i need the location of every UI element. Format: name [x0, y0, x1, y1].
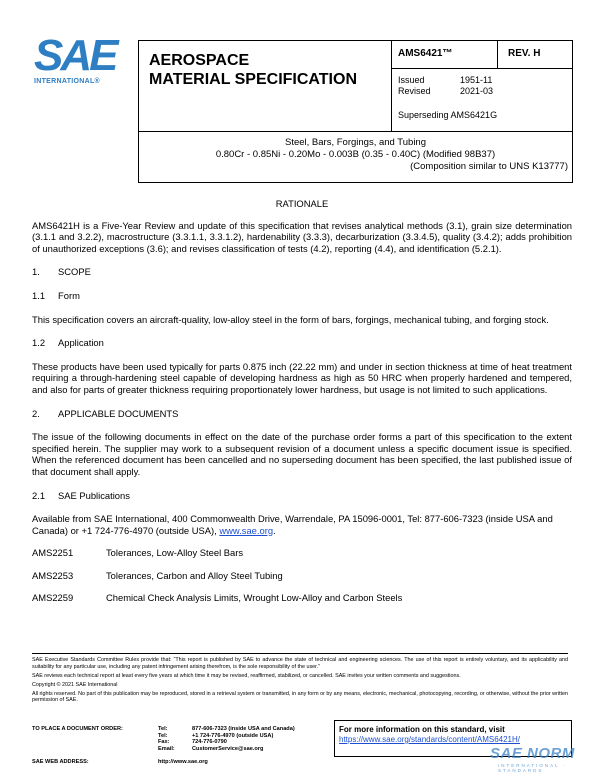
dates-box — [391, 68, 573, 132]
revision-label: REV. H — [497, 40, 573, 69]
sae-website-link[interactable]: www.sae.org — [219, 524, 274, 536]
section-scope-heading: 1. SCOPE — [32, 266, 91, 278]
reference-row: AMS2259 Chemical Check Analysis Limits, Wrought Low-Alloy and Carbon Steels — [32, 592, 403, 604]
section-form-text: This specification covers an aircraft-quality, low-alloy steel in the form of bars, forgings, mechanical tubing, and forging stock. — [32, 313, 549, 325]
spec-number: AMS6421™ — [391, 40, 498, 69]
section-sae-publications-heading: 2.1 SAE Publications — [32, 489, 130, 501]
subject-line2: 0.80Cr - 0.85Ni - 0.20Mo - 0.003B (0.35 - 0.40C) (Modified 98B37) — [215, 149, 496, 160]
order-label: TO PLACE A DOCUMENT ORDER: — [32, 726, 123, 732]
footer-review: SAE reviews each technical report at least every five years at which time it may be revised, reaffirmed, stabilized, or cancelled. SAE invites your written comments and suggestions. — [32, 672, 461, 679]
more-info-text: For more information on this standard, visit — [339, 725, 505, 734]
subject-line1: Steel, Bars, Forgings, and Tubing — [285, 137, 426, 148]
section-documents-text: The issue of the following documents in effect on the date of the purchase order forms a part of this specification to the extent specified herein. The supplier may work to a subsequent revision of a document unless a specific document issue is specified. When the referenced document has been cancelled and no superseding document has been specified, the last published issue of that document shall apply. — [32, 431, 572, 477]
title-line2: MATERIAL SPECIFICATION — [149, 71, 357, 88]
document-title-box — [138, 40, 392, 132]
issued-value: 1951-11 — [460, 75, 493, 85]
logo-mark: SAE — [34, 31, 116, 80]
footer-rules: SAE Executive Standards Committee Rules provide that: “This report is published by SAE to advance the state of technical and engineering sciences. The use of this report is entirely voluntary, and its applicability and suitability for any particular use, including any patent infringement arising therefrom, is the sole responsibility of the user.” — [32, 657, 568, 670]
section-form-heading: 1.1 Form — [32, 289, 80, 301]
section-sae-publications-text: Available from SAE International, 400 Commonwealth Drive, Warrendale, PA 15096-0001, Tel: 877-606-7323 (inside USA and Canada) or +1 724-776-4970 (outside USA), www.sae.org. — [32, 513, 553, 536]
reference-row: AMS2251 Tolerances, Low-Alloy Steel Bars — [32, 547, 244, 559]
subject-line3: (Composition similar to UNS K13777) — [410, 161, 568, 172]
footer-rights: All rights reserved. No part of this publication may be reproduced, stored in a retrieval system or transmitted, in any form or by any means, electronic, mechanical, photocopying, recording, or otherwise, without the prior written permission of SAE. — [32, 690, 568, 704]
title-line1: AEROSPACE — [149, 52, 250, 69]
subject-box — [138, 131, 573, 183]
sae-logo — [34, 31, 130, 88]
issued-label: Issued — [398, 75, 425, 85]
rationale-text: AMS6421H is a Five-Year Review and update of this specification that revises analytical methods (3.1), grain size determination (3.1.1 and 3.2.2), macrostructure (3.3.1.1, 3.3.1.2), hardenability (3.3.3), decarburization (3.3.4.5), quality (3.4.2); adds prohibition of unauthorized exceptions (3.6); and revises classification of tests (4.2), reporting (4.4), and identification (5.2.1). — [32, 219, 572, 254]
standard-link[interactable]: https://www.sae.org/standards/content/AMS6421H/ — [339, 735, 520, 744]
section-application-text: These products have been used typically for parts 0.875 inch (22.22 mm) and under in section thickness at time of heat treatment requiring a through-hardening steel capable of developing hardness as high as 50 HRC when properly hardened and tempered, and also for parts of greater thickness requiring proportionately lower hardness, but usage is not limited to such applications. — [32, 360, 572, 395]
footer-copyright: Copyright © 2021 SAE International — [32, 681, 118, 688]
legal-footer — [32, 657, 568, 707]
web-address: SAE WEB ADDRESS: http://www.sae.org — [32, 759, 208, 765]
revised-value: 2021-03 — [460, 86, 494, 96]
reference-row: AMS2253 Tolerances, Carbon and Alloy Steel Tubing — [32, 569, 283, 581]
logo-sub: INTERNATIONAL — [34, 78, 95, 85]
section-application-heading: 1.2 Application — [32, 337, 104, 349]
watermark-sub: INTERNATIONAL · STANDARDS — [498, 763, 567, 773]
document-body — [32, 198, 572, 604]
footer-divider — [32, 653, 568, 654]
watermark-logo: SAE NORM — [490, 745, 575, 762]
superseding-note: Superseding AMS6421G — [398, 110, 498, 120]
section-documents-heading: 2. APPLICABLE DOCUMENTS — [32, 407, 179, 419]
order-info: TO PLACE A DOCUMENT ORDER: Tel: 877-606-7323 (inside USA and Canada) Tel: +1 724-776-4970 (outside USA) Fax: 724-776-0790 Email: CustomerService@sae.org — [32, 726, 295, 752]
revised-label: Revised — [398, 86, 431, 96]
rationale-heading: RATIONALE — [275, 198, 329, 209]
logo-reg: ® — [94, 78, 101, 85]
